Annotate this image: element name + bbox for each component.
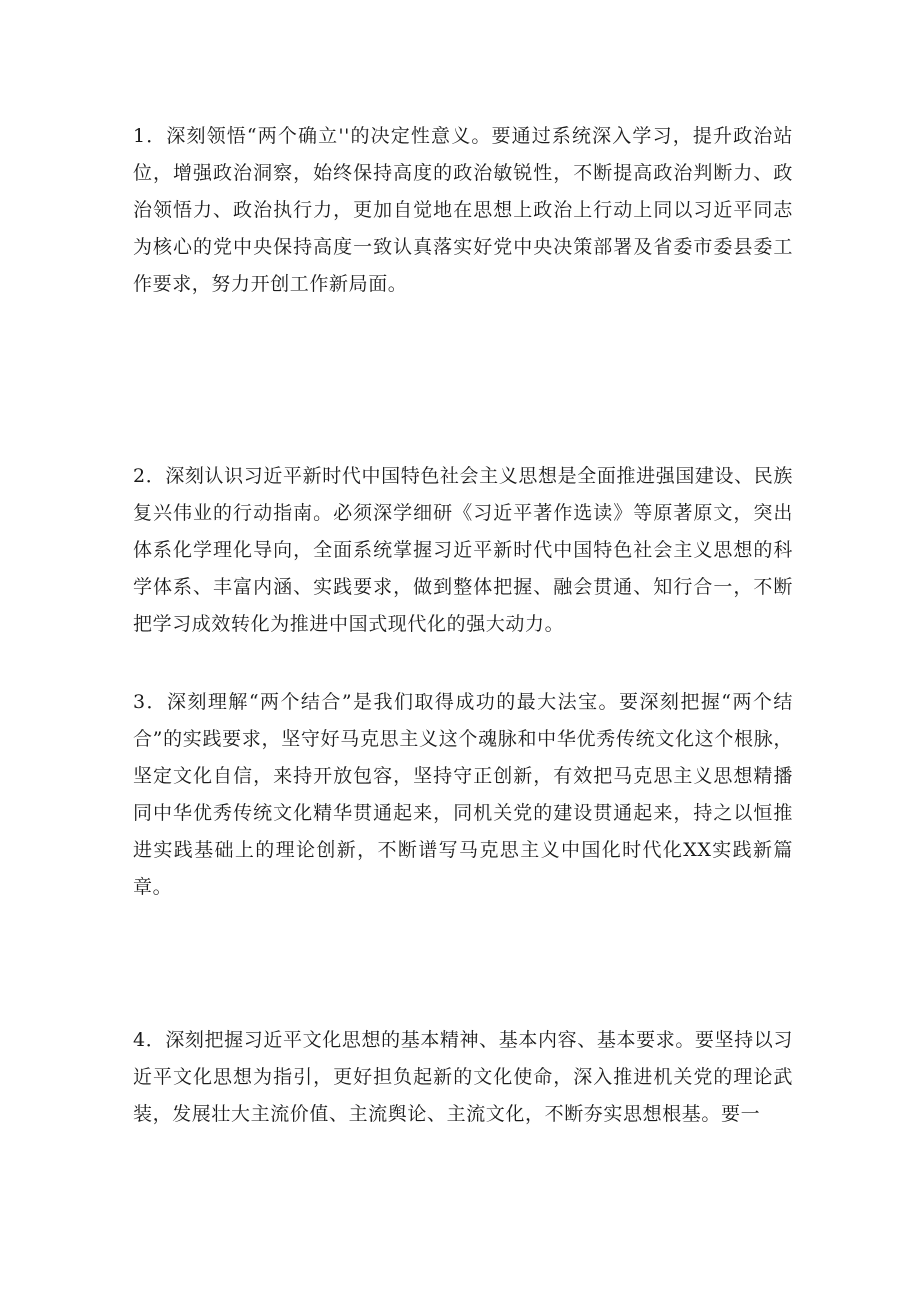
paragraph-1: 1．深刻领悟“两个确立''的决定性意义。要通过系统深入学习，提升政治站位，增强政治洞察，始终保持高度的政治敏锐性，不断提高政治判断力、政治领悟力、政治执行力，更加自觉地在思想上政治上行动上同以习近平同志为核心的党中央保持高度一致认真落实好党中央决策部署及省委市委县委工作要求，努力开创工作新局面。 bbox=[133, 125, 793, 295]
paragraph-4: 4．深刻把握习近平文化思想的基本精神、基本内容、基本要求。要坚持以习近平文化思想为指引，更好担负起新的文化使命，深入推进机关党的理论武装，发展壮大主流价值、主流舆论、主流文化，不断夯实思想根基。要一 bbox=[133, 1029, 793, 1125]
paragraph-2: 2．深刻认识习近平新时代中国特色社会主义思想是全面推进强国建设、民族复兴伟业的行动指南。必须深学细研《习近平著作选读》等原著原文，突出体系化学理化导向，全面系统掌握习近平新时代中国特色社会主义思想的科学体系、丰富内涵、实践要求，做到整体把握、融会贯通、知行合一，不断把学习成效转化为推进中国式现代化的强大动力。 bbox=[133, 465, 793, 635]
paragraph-3: 3．深刻理解“两个结合”是我们取得成功的最大法宝。要深刻把握“两个结合”的实践要求，坚守好马克思主义这个魂脉和中华优秀传统文化这个根脉，坚定文化自信，来持开放包容，坚持守正创新，有效把马克思主义思想精播同中华优秀传统文化精华贯通起来，同机关党的建设贯通起来，持之以恒推进实践基础上的理论创新，不断谱写马克思主义中国化时代化XX实践新篇章。 bbox=[133, 691, 793, 898]
